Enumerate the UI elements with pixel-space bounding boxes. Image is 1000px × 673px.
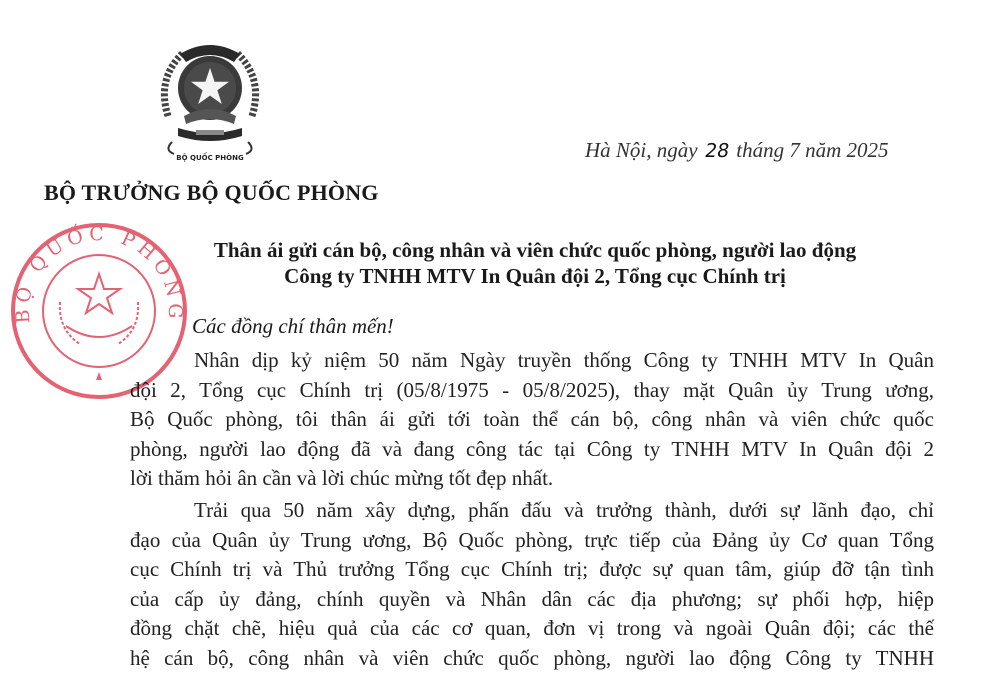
org-title: BỘ TRƯỞNG BỘ QUỐC PHÒNG bbox=[44, 180, 379, 205]
national-emblem-icon bbox=[150, 38, 270, 168]
date-day-handwritten: 28 bbox=[702, 140, 731, 162]
paragraph-1 bbox=[130, 346, 934, 494]
dateline bbox=[585, 138, 889, 163]
paragraph-2 bbox=[130, 496, 934, 673]
paragraph-line: đạo của Quân ủy Trung ương, Bộ Quốc phòng, trực tiếp của Đảng ủy Cơ quan Tổng bbox=[130, 527, 934, 552]
date-suffix: tháng 7 năm 2025 bbox=[736, 138, 889, 162]
paragraph-line: lời thăm hỏi ân cần và lời chúc mừng tốt đẹp nhất. bbox=[130, 466, 554, 490]
paragraph-line: đồng chặt chẽ, hiệu quả của các cơ quan, đơn vị trong và ngoài Quân đội; các thế bbox=[130, 616, 934, 640]
emblem-caption: BỘ QUỐC PHÒNG bbox=[176, 154, 244, 162]
letter-heading-line-1: Thân ái gửi cán bộ, công nhân và viên chức quốc phòng, người lao động bbox=[213, 238, 857, 262]
paragraph-line: Nhân dịp kỷ niệm 50 năm Ngày truyền thống Công ty TNHH MTV In Quân bbox=[194, 348, 934, 372]
date-prefix: Hà Nội, ngày bbox=[585, 138, 698, 162]
letter-heading-line-2: Công ty TNHH MTV In Quân đội 2, Tổng cục Chính trị bbox=[284, 264, 786, 288]
paragraph-line: của cấp ủy đảng, chính quyền và Nhân dân các địa phương; sự phối hợp, hiệp bbox=[130, 586, 934, 611]
paragraph-line: Trải qua 50 năm xây dựng, phấn đấu và trưởng thành, dưới sự lãnh đạo, chỉ bbox=[194, 498, 934, 522]
greeting: Các đồng chí thân mến! bbox=[192, 314, 394, 338]
paragraph-line: đội 2, Tổng cục Chính trị (05/8/1975 - 05/8/2025), thay mặt Quân ủy Trung ương, bbox=[130, 377, 934, 402]
paragraph-line: Bộ Quốc phòng, tôi thân ái gửi tới toàn thể cán bộ, công nhân và viên chức quốc bbox=[130, 407, 934, 431]
paragraph-line: hệ cán bộ, công nhân và viên chức quốc phòng, người lao động Công ty TNHH bbox=[130, 645, 934, 670]
paragraph-line: phòng, người lao động đã và đang công tác tại Công ty TNHH MTV In Quân đội 2 bbox=[130, 436, 934, 461]
seal-text: BỘ QUỐC PHÒNG bbox=[11, 223, 187, 325]
paragraph-line: cục Chính trị và Thủ trưởng Tổng cục Chính trị; được sự quan tâm, giúp đỡ tận tình bbox=[130, 557, 934, 581]
